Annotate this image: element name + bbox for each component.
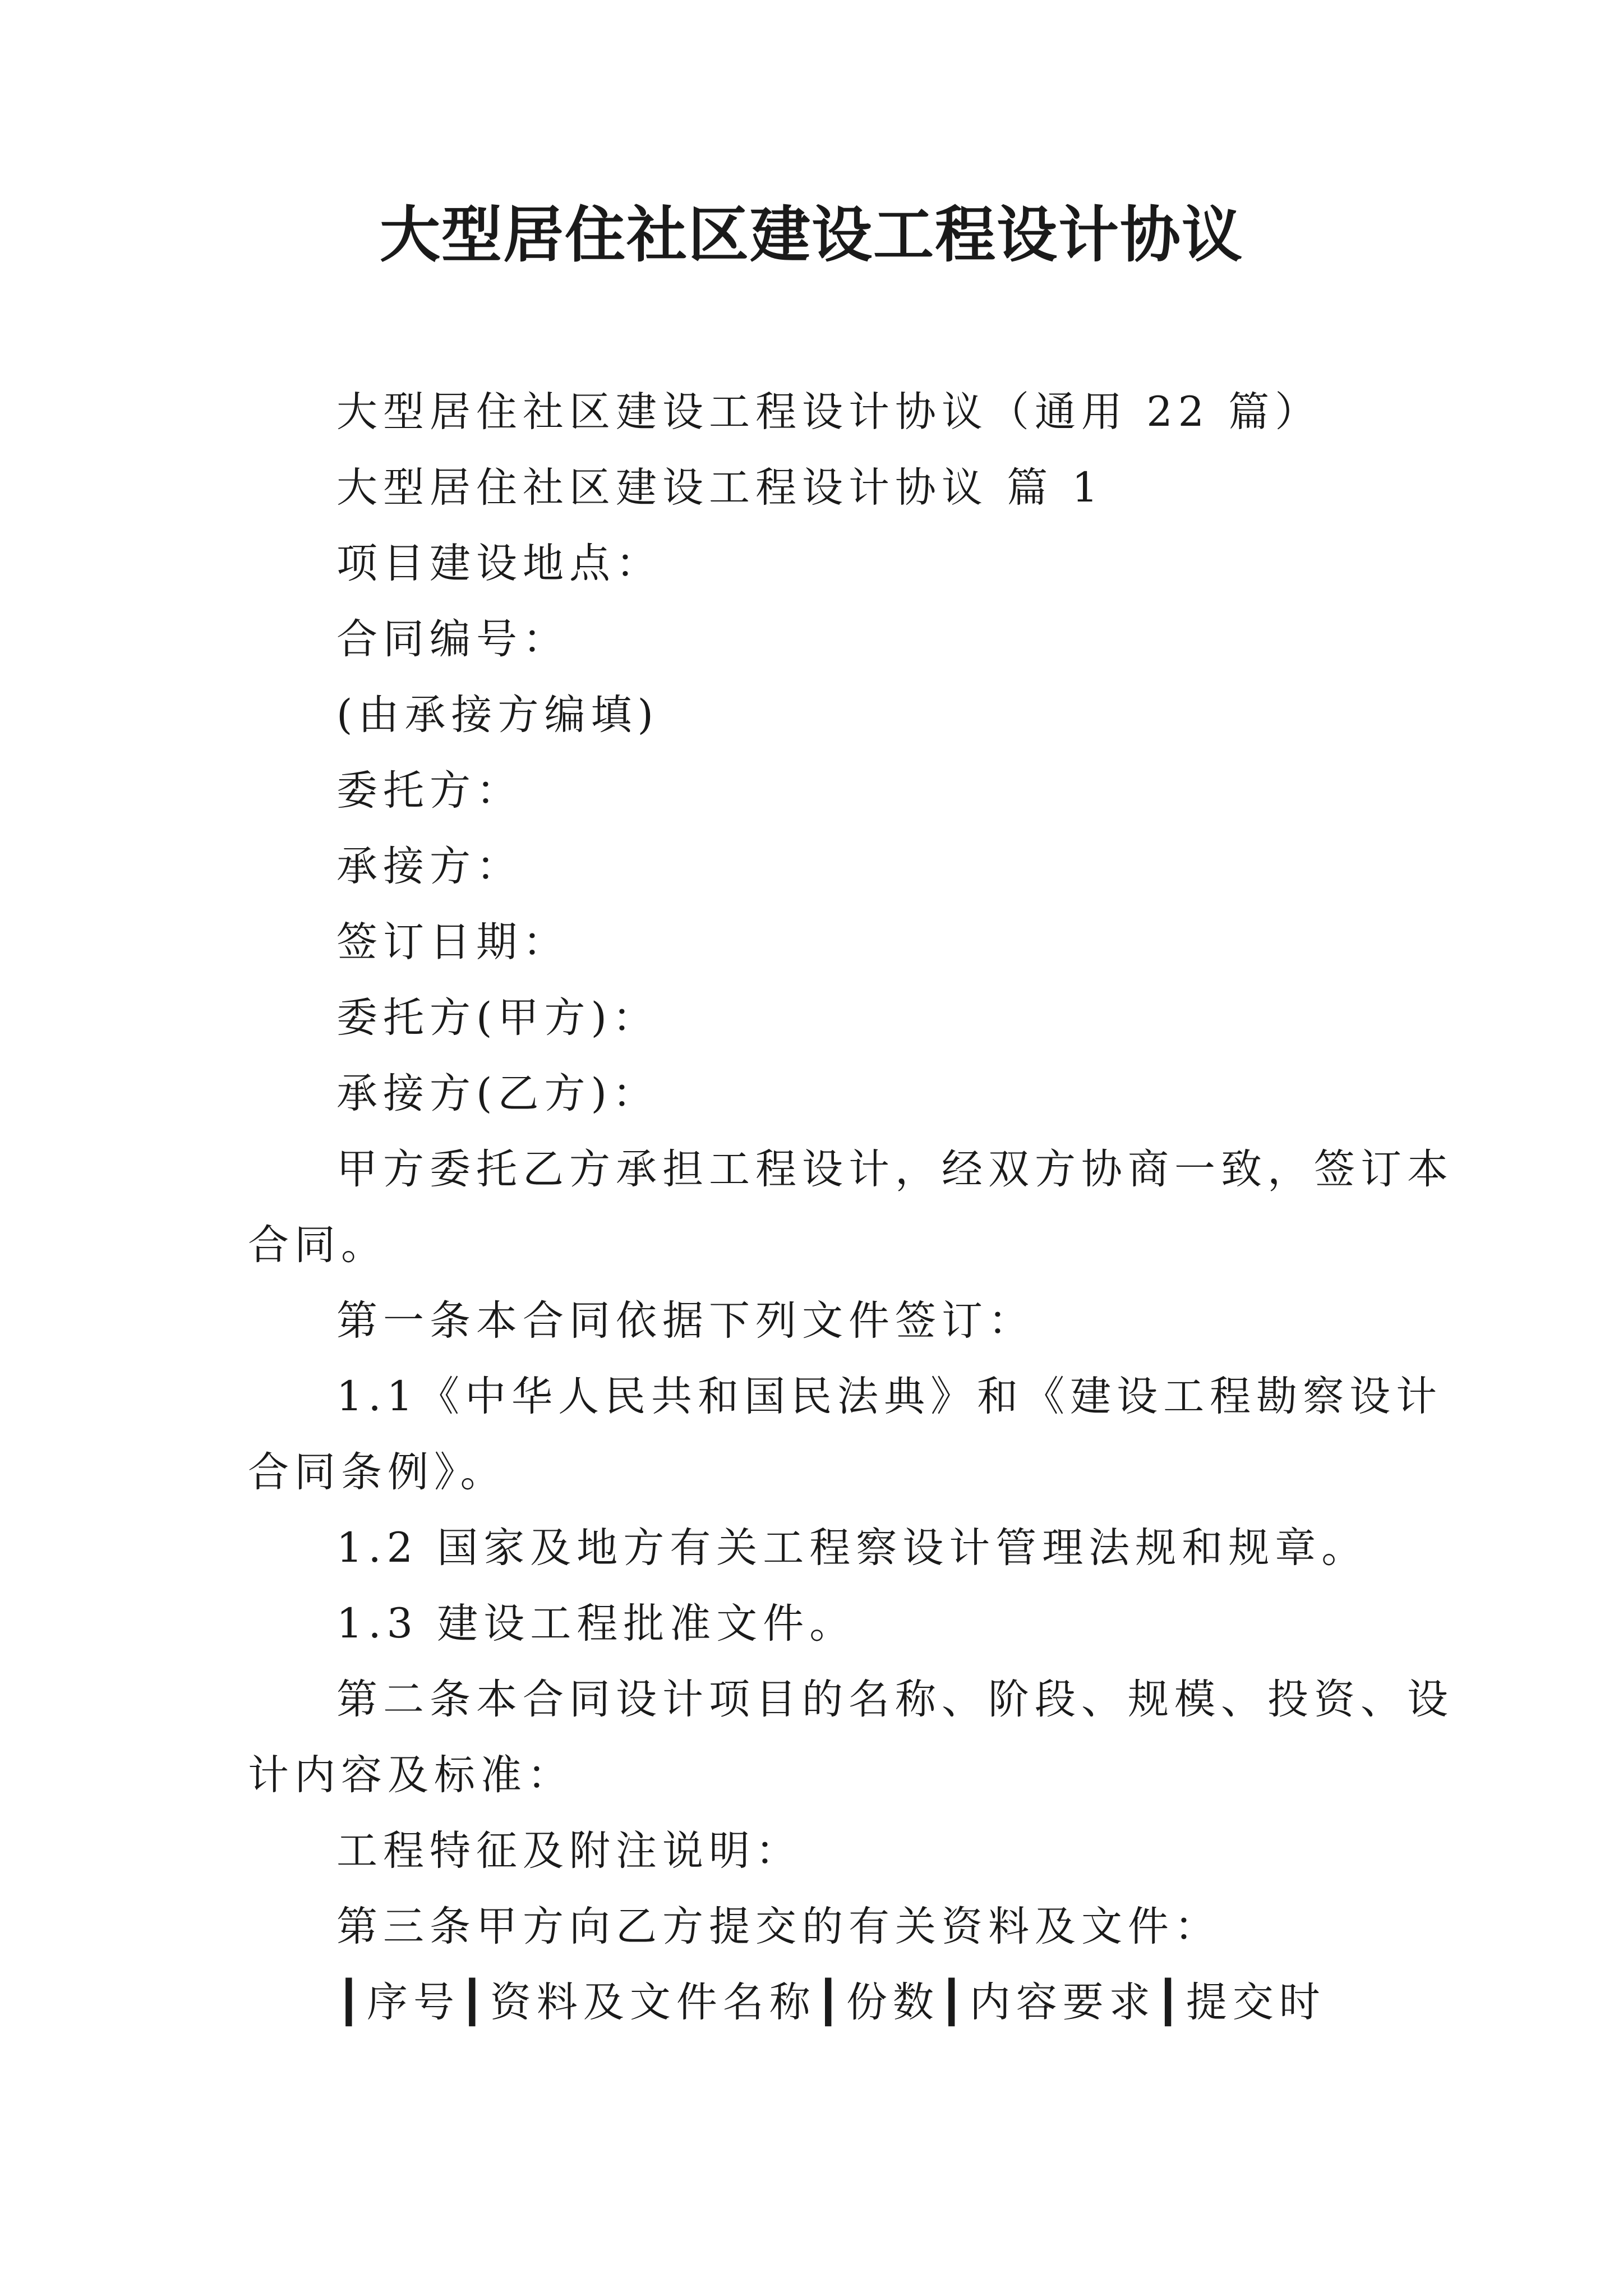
entrusting-party-field: 委托方： bbox=[336, 767, 523, 815]
item-1-1-line1: 1.1《中华人民共和国民法典》和《建设工程勘察设计 bbox=[336, 1373, 1443, 1420]
intro-paragraph-line2: 合同。 bbox=[248, 1221, 388, 1269]
document-subtitle: 大型居住社区建设工程设计协议（通用 22 篇） bbox=[336, 388, 1322, 436]
project-location-field: 项目建设地点： bbox=[336, 540, 662, 587]
item-1-3: 1.3 建设工程批准文件。 bbox=[336, 1600, 856, 1648]
engineering-features-field: 工程特征及附注说明： bbox=[336, 1827, 802, 1875]
contractor-field: 承接方： bbox=[336, 843, 523, 890]
item-1-1-line2: 合同条例》。 bbox=[248, 1448, 507, 1496]
signing-date-field: 签订日期： bbox=[336, 918, 569, 966]
contract-number-field: 合同编号： bbox=[336, 615, 569, 663]
item-1-2: 1.2 国家及地方有关工程察设计管理法规和规章。 bbox=[336, 1524, 1368, 1572]
documents-table-header: ┃序号┃资料及文件名称┃份数┃内容要求┃提交时 bbox=[336, 1978, 1326, 2026]
article-3-heading: 第三条甲方向乙方提交的有关资料及文件： bbox=[336, 1903, 1221, 1950]
article-2-line2: 计内容及标准： bbox=[248, 1751, 574, 1799]
article-1-heading: 第一条本合同依据下列文件签订： bbox=[336, 1297, 1035, 1345]
party-a-field: 委托方(甲方)： bbox=[336, 994, 659, 1042]
article-2-line1: 第二条本合同设计项目的名称、阶段、规模、投资、设 bbox=[336, 1676, 1454, 1723]
document-title: 大型居住社区建设工程设计协议 bbox=[379, 200, 1243, 270]
section-heading: 大型居住社区建设工程设计协议 篇 1 bbox=[336, 464, 1104, 512]
filled-by-note: (由承接方编填) bbox=[336, 691, 659, 739]
intro-paragraph-line1: 甲方委托乙方承担工程设计，经双方协商一致，签订本 bbox=[336, 1145, 1454, 1193]
party-b-field: 承接方(乙方)： bbox=[336, 1070, 659, 1117]
